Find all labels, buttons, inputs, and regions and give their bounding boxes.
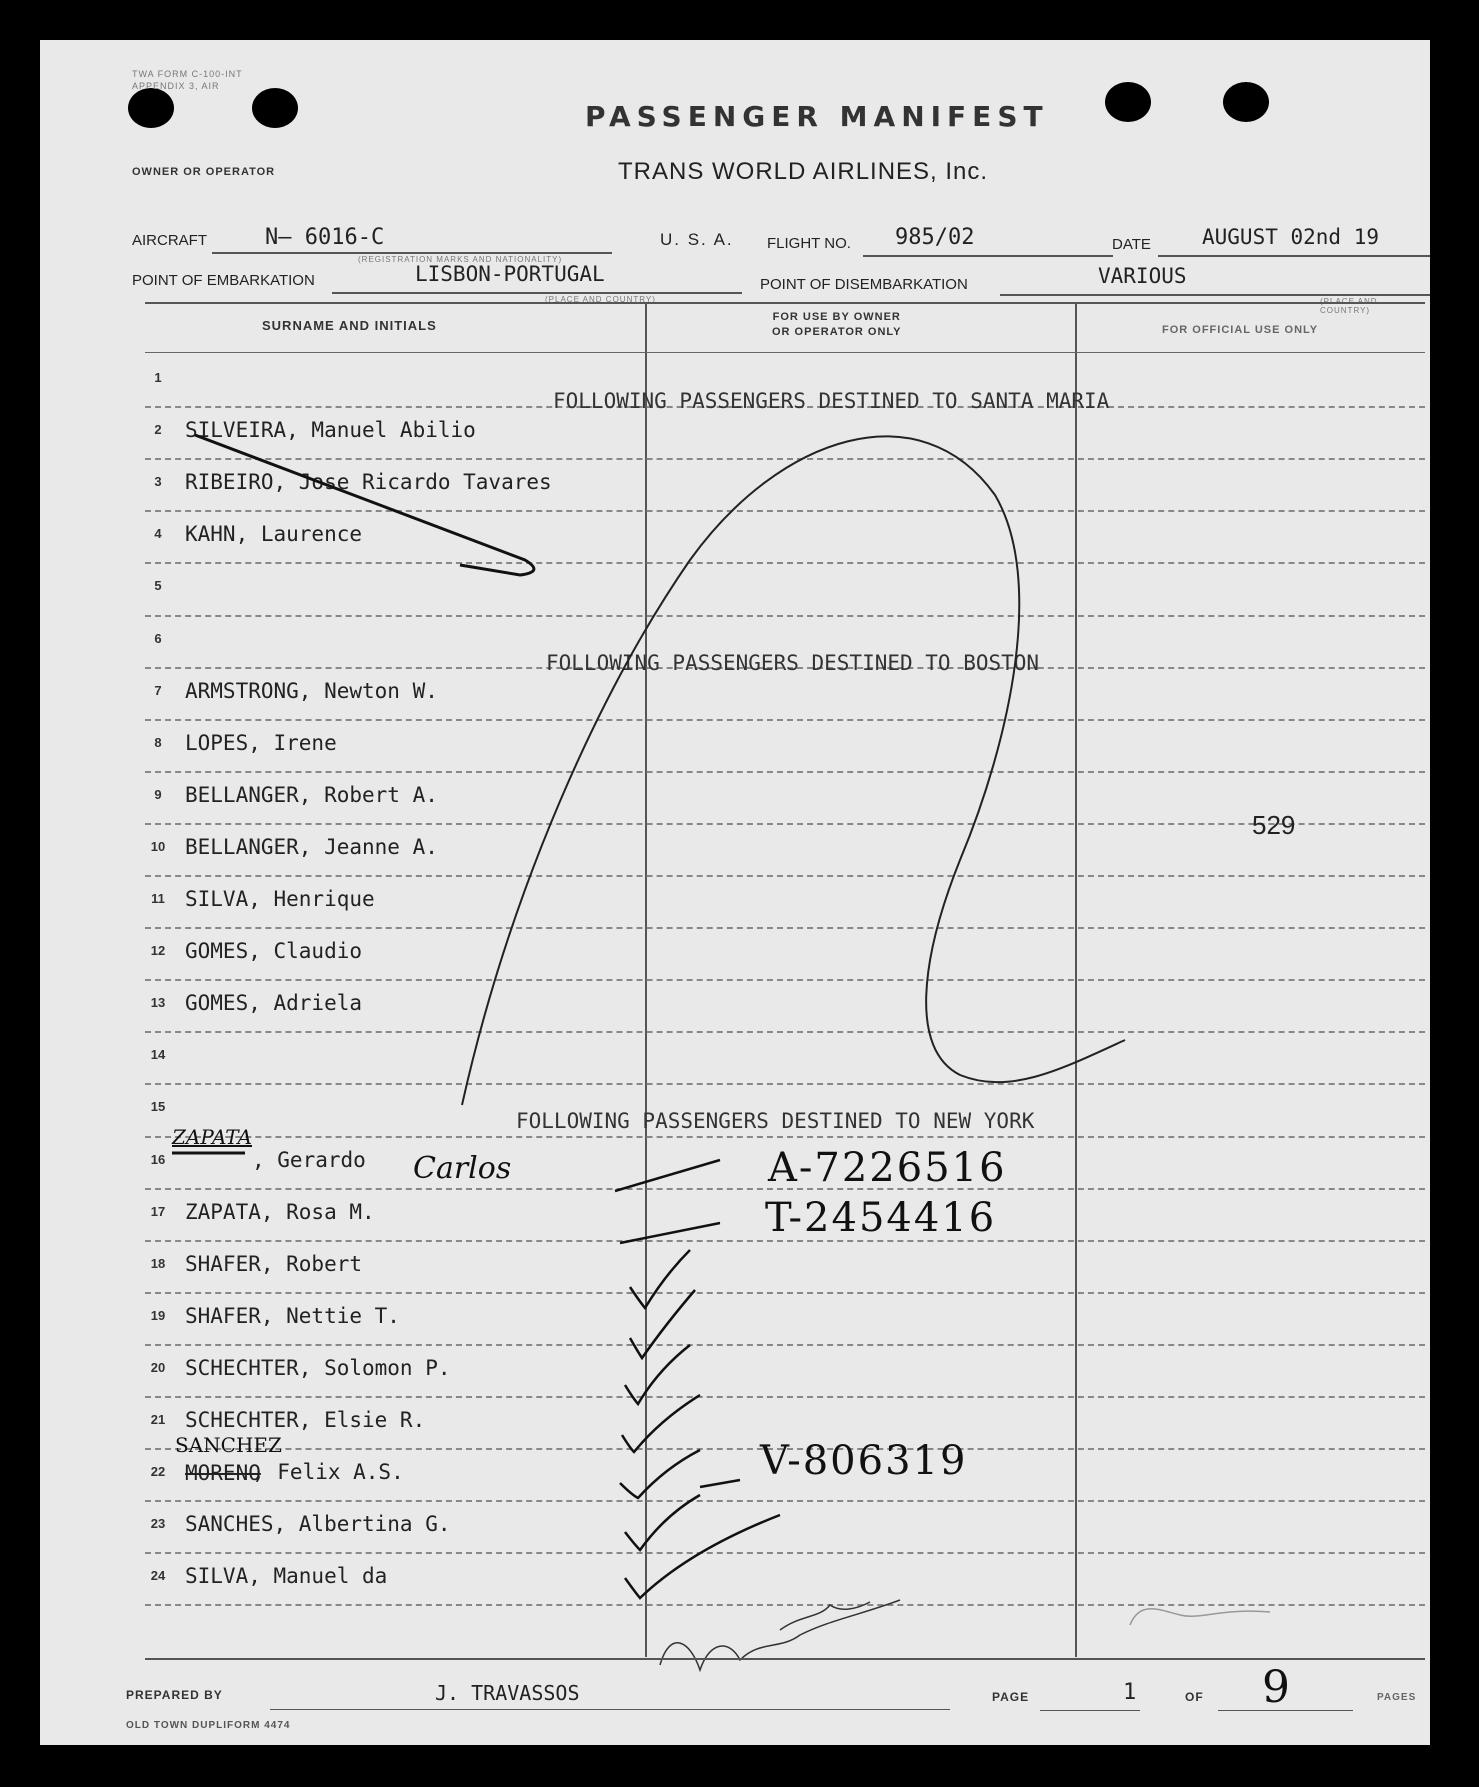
pages-label: PAGES: [1377, 1692, 1417, 1703]
col-header-owner-line2: OR OPERATOR ONLY: [772, 326, 902, 338]
row-number: 15: [150, 1099, 166, 1115]
row-number: 23: [150, 1516, 166, 1532]
tick-mark-21: [622, 1395, 700, 1452]
row-number: 13: [150, 995, 166, 1011]
page-number: 1: [1123, 1680, 1137, 1705]
row-number: 17: [150, 1203, 166, 1219]
printer-mark: OLD TOWN DUPLIFORM 4474: [126, 1720, 291, 1731]
row-number: 7: [154, 682, 162, 698]
col-header-owner-line1: FOR USE BY OWNER: [772, 311, 901, 323]
form-code-line2: APPENDIX 3, AIR: [132, 81, 220, 91]
prepared-value: J. TRAVASSOS: [435, 1681, 580, 1705]
disembark-label: POINT OF DISEMBARKATION: [760, 276, 968, 293]
passenger-name: LOPES, Irene: [185, 730, 337, 755]
row-number: 11: [151, 891, 165, 906]
row-number: 18: [150, 1255, 166, 1271]
row-number: 12: [150, 943, 166, 959]
row22-original-surname: MORENO: [185, 1461, 261, 1485]
tick-mark-20: [625, 1345, 690, 1404]
row-number: 5: [154, 578, 162, 594]
pen-loop-mark: [462, 436, 1125, 1105]
row16-document-number: A-7226516: [768, 1145, 1007, 1191]
row-number: 19: [150, 1307, 166, 1323]
row-number: 3: [154, 474, 162, 490]
place-note: (PLACE AND COUNTRY): [545, 295, 656, 304]
form-code-line1: TWA FORM C-100-INT: [132, 69, 243, 79]
row16-struck-surname: ZAPATA: [172, 1125, 252, 1149]
row17-document-number: T-2454416: [765, 1195, 997, 1241]
tick-mark-16: [615, 1160, 720, 1191]
prepared-label: PREPARED BY: [126, 1688, 223, 1702]
tick-mark-22-dash: [700, 1480, 740, 1487]
tick-mark-23: [625, 1495, 700, 1550]
aircraft-value: N— 6016-C: [265, 225, 385, 250]
row22-corrected-surname: SANCHEZ: [175, 1433, 282, 1457]
aircraft-label: AIRCRAFT: [132, 232, 207, 249]
tick-mark-18: [630, 1250, 690, 1308]
flight-label: FLIGHT NO.: [767, 235, 851, 252]
row-number: 4: [154, 526, 162, 542]
passenger-name: SHAFER, Nettie T.: [185, 1303, 400, 1328]
passenger-name: ZAPATA, Rosa M.: [185, 1199, 375, 1224]
row-number: 16: [150, 1151, 166, 1167]
date-label: DATE: [1112, 236, 1151, 253]
passenger-name: , Felix A.S.: [252, 1460, 404, 1485]
row-number: 2: [154, 422, 162, 438]
registration-note: (REGISTRATION MARKS AND NATIONALITY): [358, 255, 563, 264]
row-number: 1: [154, 370, 162, 385]
passenger-name: KAHN, Laurence: [185, 522, 363, 547]
page-title: PASSENGER MANIFEST: [585, 100, 1049, 133]
col-header-surname: SURNAME AND INITIALS: [262, 318, 437, 333]
date-value: AUGUST 02nd 19: [1202, 225, 1380, 249]
passenger-name: SCHECHTER, Elsie R.: [185, 1408, 426, 1432]
row-number: 20: [150, 1359, 166, 1375]
signature-scribble-3: [1130, 1609, 1270, 1625]
passenger-name: SANCHES, Albertina G.: [185, 1512, 451, 1537]
passenger-name: SILVA, Henrique: [185, 887, 375, 911]
official-number: 529: [1252, 810, 1296, 840]
tick-mark-22: [620, 1450, 700, 1498]
passenger-name: SILVEIRA, Manuel Abilio: [185, 418, 476, 443]
passenger-name: RIBEIRO, Jose Ricardo Tavares: [185, 470, 552, 495]
col-header-official: FOR OFFICIAL USE ONLY: [1162, 324, 1319, 336]
row-number: 21: [150, 1412, 166, 1427]
row16-added-name: Carlos: [413, 1151, 512, 1186]
passenger-name: BELLANGER, Robert A.: [185, 782, 438, 807]
flight-value: 985/02: [895, 225, 975, 250]
tick-mark-24: [625, 1515, 780, 1598]
place-note-right: (PLACE AND COUNTRY): [1320, 297, 1378, 315]
row-number: 8: [154, 734, 162, 750]
owner-label: OWNER OR OPERATOR: [132, 166, 276, 178]
embark-label: POINT OF EMBARKATION: [132, 272, 315, 289]
page-total: 9: [1262, 1662, 1290, 1713]
airline-name: TRANS WORLD AIRLINES, Inc.: [618, 158, 989, 185]
page-label: PAGE: [992, 1690, 1030, 1704]
of-label: OF: [1185, 1690, 1204, 1704]
row-number: 22: [150, 1464, 166, 1480]
heading-boston: FOLLOWING PASSENGERS DESTINED TO BOSTON: [546, 651, 1040, 675]
passenger-name: SILVA, Manuel da: [185, 1564, 388, 1589]
row-number: 14: [150, 1047, 166, 1063]
manifest-sheet: [40, 40, 1430, 1745]
passenger-name: SHAFER, Robert: [185, 1251, 363, 1276]
signature-scribble-2: [780, 1602, 870, 1630]
passenger-name: GOMES, Adriela: [185, 991, 363, 1016]
country-label: U. S. A.: [660, 230, 734, 249]
heading-santa-maria: FOLLOWING PASSENGERS DESTINED TO SANTA MARIA: [553, 389, 1110, 413]
heading-new-york: FOLLOWING PASSENGERS DESTINED TO NEW YORK: [516, 1109, 1035, 1133]
row-number: 10: [150, 838, 166, 854]
passenger-name: SCHECHTER, Solomon P.: [185, 1355, 451, 1380]
tick-mark-17: [620, 1223, 720, 1243]
passenger-name: GOMES, Claudio: [185, 939, 363, 964]
row-number: 9: [154, 786, 162, 802]
row-number: 24: [150, 1568, 166, 1584]
embark-value: LISBON-PORTUGAL: [415, 262, 605, 286]
row22-document-number: V-806319: [760, 1438, 968, 1484]
ink-marks: [40, 40, 1430, 1745]
passenger-name: , Gerardo: [252, 1147, 366, 1172]
row-number: 6: [154, 630, 162, 646]
disembark-value: VARIOUS: [1098, 264, 1187, 288]
strike-mark-rows-2-4: [195, 435, 534, 575]
passenger-name: ARMSTRONG, Newton W.: [185, 678, 438, 703]
passenger-name: BELLANGER, Jeanne A.: [185, 834, 438, 859]
